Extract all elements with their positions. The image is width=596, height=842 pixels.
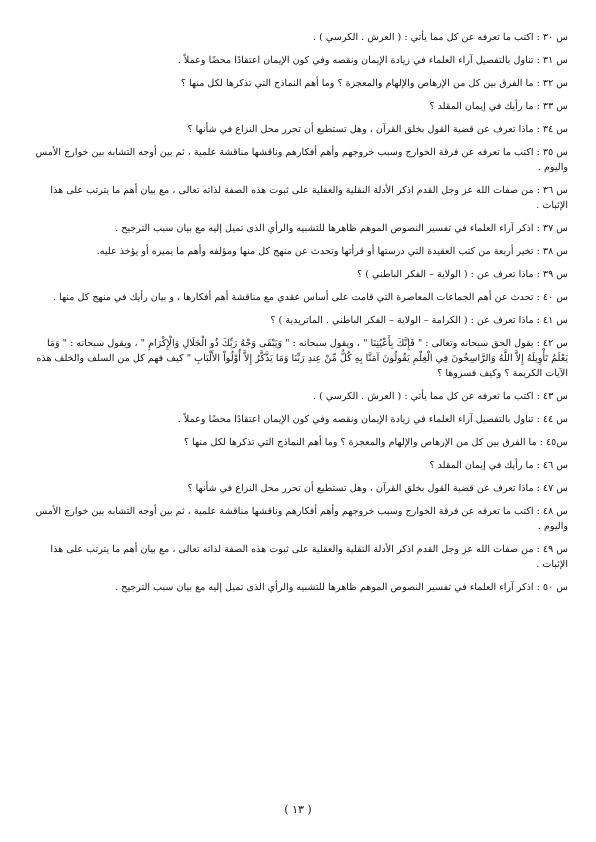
question-list <box>32 30 568 603</box>
question-44: س ٤٤ : تناول بالتفصيل آراء العلماء في زيادة الإيمان ونقصه وفي كون الإيمان اعتقادًا محضًا وعملاً . <box>177 414 568 425</box>
question-30: س ٣٠ : اكتب ما تعرفه عن كل مما يأتي : ( العرش . الكرسي ) . <box>313 32 568 43</box>
question-39: س ٣٩ : ماذا تعرف عن : ( الولاية – الفكر الباطني ) ؟ <box>357 269 568 280</box>
question-47: س ٤٧ : ماذا تعرف عن قضية القول بخلق القرآن ، وهل تستطيع أن تحرر محل النزاع في شأنها ؟ <box>187 483 568 494</box>
question-48: س ٤٨ : اكتب ما تعرفه عن فرقة الخوارج وسبب خروجهم وأهم أفكارهم وناقشها مناقشة علمية ، ثم بين أوجه التشابه بين خوارج الأمس واليوم . <box>35 506 568 532</box>
question-38: س ٣٨ : تخير أربعة من كتب العقيدة التي درستها أو قرأتها وتحدث عن منهج كل منها ومؤلفه وأهم ما يميزه أو يؤخذ عليه. <box>96 246 568 257</box>
question-45: س٤٥ : ما الفرق بين كل من الإرهاص والإلهام والمعجزة ؟ وما أهم النماذج التي تذكرها لكل منها ؟ <box>183 437 568 448</box>
question-36: س ٣٦ : من صفات الله عز وجل القدم اذكر الأدلة النقلية والعقلية على ثبوت هذه الصفة لذاته تعالى ، مع بيان أهم ما يترتب على هذا الإثبات . <box>50 185 568 211</box>
question-42: س ٤٢ : يقول الحق سبحانه وتعالى : " فَإِنَّكَ بِأَعْيُنِنَا " ، ويقول سبحانه : " وَيَبْقَى وَجْهُ رَبِّكَ ذُو الْجَلَالِ وَالْإِكْرَامِ " ، ويقول سبحانه : " وَمَا يَعْلَمُ تَأْوِيلَهُ إِلاَّ اللَّهُ وَالرَّاسِخُونَ فِي الْعِلْمِ يَقُولُونَ آمَنَّا بِهِ كُلٌّ مِّنْ عِندِ رَبِّنَا وَمَا يَذَّكَّرُ إِلاَّ أُوْلُواْ الأَلْبَابِ " كيف فهم كل من السلف والخلف هذه الآيات الكريمة ؟ وكيف فسروها ؟ <box>36 338 568 379</box>
question-50: س ٥٠ : اذكر آراء العلماء في تفسير النصوص الموهم ظاهرها للتشبيه والرأي الذى تميل إليه مع بيان سبب الترجيح . <box>115 582 568 593</box>
question-35: س ٣٥ : اكتب ما تعرفه عن فرقة الخوارج وسبب خروجهم وأهم أفكارهم وناقشها مناقشة علمية ، ثم بين أوجه التشابه بين خوارج الأمس واليوم . <box>35 147 568 173</box>
question-40: س ٤٠ : تحدث عن أهم الجماعات المعاصرة التي قامت على أساس عقدي مع مناقشة أهم أفكارها ، و بيان رأيك في منهج كل منها . <box>52 292 568 303</box>
question-37: س ٣٧ : اذكر آراء العلماء في تفسير النصوص الموهم ظاهرها للتشبيه والرأي الذى تميل إليه مع بيان سبب الترجيح . <box>115 223 568 234</box>
question-46: س ٤٦ : ما رأيك في إيمان المقلد ؟ <box>429 460 568 471</box>
question-34: س ٣٤ : ماذا تعرف عن قضية القول بخلق القرآن ، وهل تستطيع أن تحرر محل النزاع في شأنها ؟ <box>187 124 568 135</box>
question-49: س ٤٩ : من صفات الله عز وجل القدم اذكر الأدلة النقلية والعقلية على ثبوت هذه الصفة لذاته تعالى ، مع بيان أهم ما يترتب على هذا الإثبات . <box>50 544 568 570</box>
question-41: س ٤١ : ماذا تعرف عن : ( الكرامة – الولاية – الفكر الباطني . الماتريدية ) ؟ <box>270 315 568 326</box>
page-number: ( ١٣ ) <box>284 803 312 816</box>
question-31: س ٣١ : تناول بالتفصيل آراء العلماء في زيادة الإيمان ونقصه وفي كون الإيمان اعتقادًا محضًا وعملاً . <box>177 55 568 66</box>
question-33: س ٣٣ : ما رأيك في إيمان المقلد ؟ <box>429 101 568 112</box>
question-43: س ٤٣ : اكتب ما تعرفه عن كل مما يأتي : ( العرش . الكرسي ) . <box>313 391 568 402</box>
question-32: س ٣٢ : ما الفرق بين كل من الإرهاص والإلهام والمعجزة ؟ وما أهم النماذج التي تذكرها لكل منها ؟ <box>180 78 568 89</box>
